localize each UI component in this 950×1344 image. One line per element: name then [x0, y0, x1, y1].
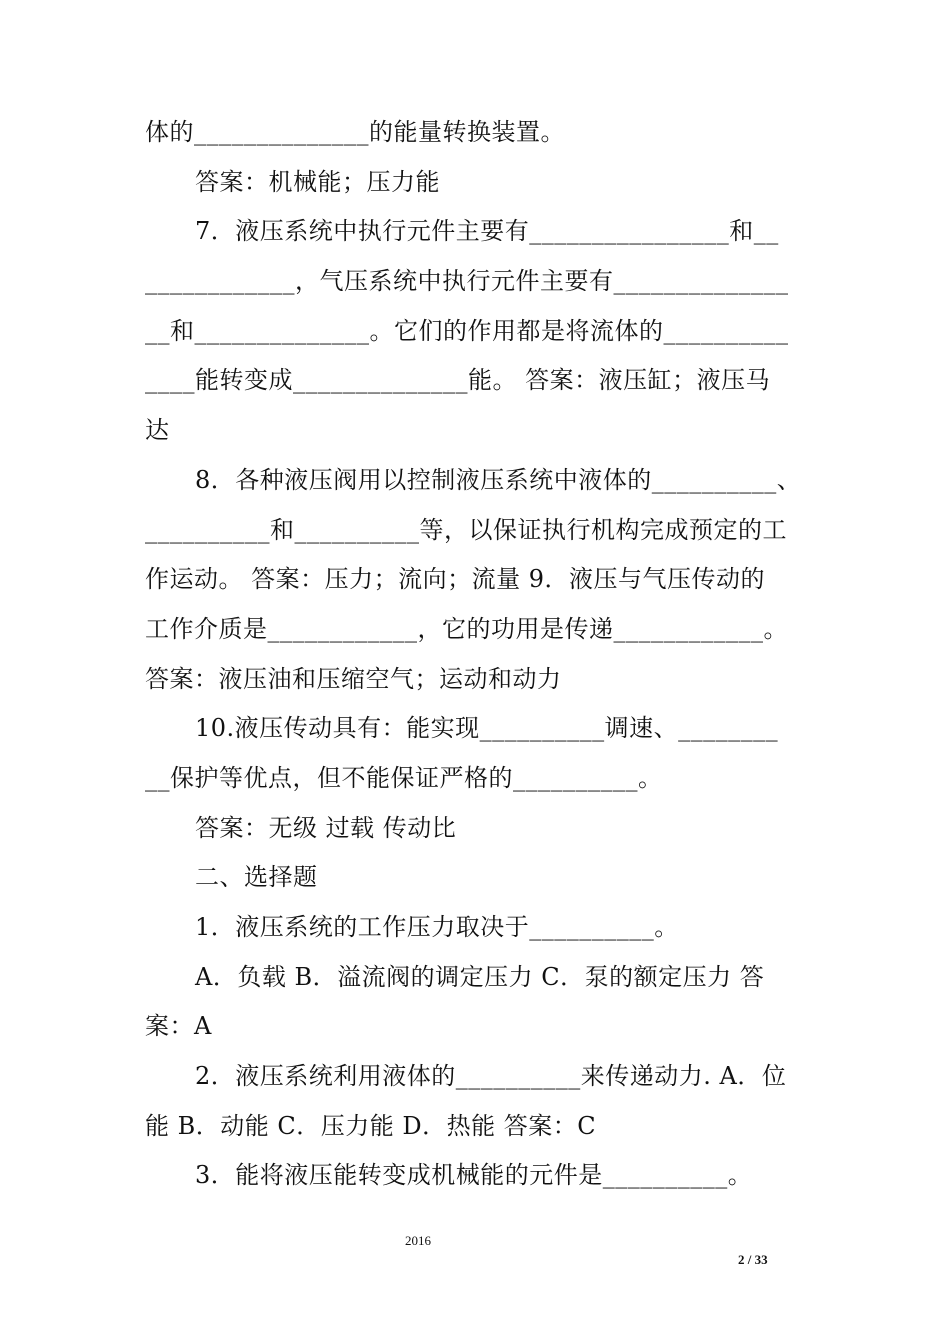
- section-heading: 二、选择题: [195, 863, 318, 892]
- question-7-line: 7．液压系统中执行元件主要有________________和__: [195, 217, 779, 246]
- answer-line: 答案：机械能；压力能: [195, 167, 440, 196]
- question-2-line: 2．液压系统利用液体的__________来传递动力. A．位: [195, 1062, 787, 1091]
- question-8-line: 8．各种液压阀用以控制液压系统中液体的__________、: [195, 465, 802, 494]
- question-1-line: 1．液压系统的工作压力取决于__________。: [195, 913, 679, 941]
- text-line: 作运动。 答案：压力；流向；流量 9．液压与气压传动的: [145, 565, 766, 594]
- answer-line: 答案：无级 过载 传动比: [195, 813, 457, 842]
- options-line: A．负载 B．溢流阀的调定压力 C．泵的额定压力 答: [195, 962, 765, 991]
- text-line: 达: [145, 416, 170, 445]
- question-3-line: 3．能将液压能转变成机械能的元件是__________。: [195, 1161, 753, 1190]
- text-line: 体的______________的能量转换装置。: [145, 118, 565, 146]
- text-line: __和______________。它们的作用都是将流体的__________: [145, 316, 789, 345]
- text-line: ____________，气压系统中执行元件主要有______________: [145, 267, 789, 296]
- text-line: 工作介质是____________，它的功用是传递____________。: [145, 614, 788, 643]
- options-line: 能 B．动能 C．压力能 D．热能 答案：C: [145, 1111, 597, 1140]
- answer-line: 案：A: [145, 1012, 212, 1041]
- page-number: 2 / 33: [738, 1252, 768, 1267]
- document-body: [145, 108, 810, 1201]
- footer-year: 2016: [405, 1233, 431, 1248]
- text-line: __保护等优点，但不能保证严格的__________。: [145, 763, 663, 792]
- text-line: __________和__________等，以保证执行机构完成预定的工: [145, 515, 787, 544]
- question-10-line: 10.液压传动具有：能实现__________调速、________: [195, 714, 779, 743]
- text-line: ____能转变成______________能。 答案：液压缸；液压马: [145, 366, 771, 395]
- answer-line: 答案：液压油和压缩空气；运动和动力: [145, 664, 562, 693]
